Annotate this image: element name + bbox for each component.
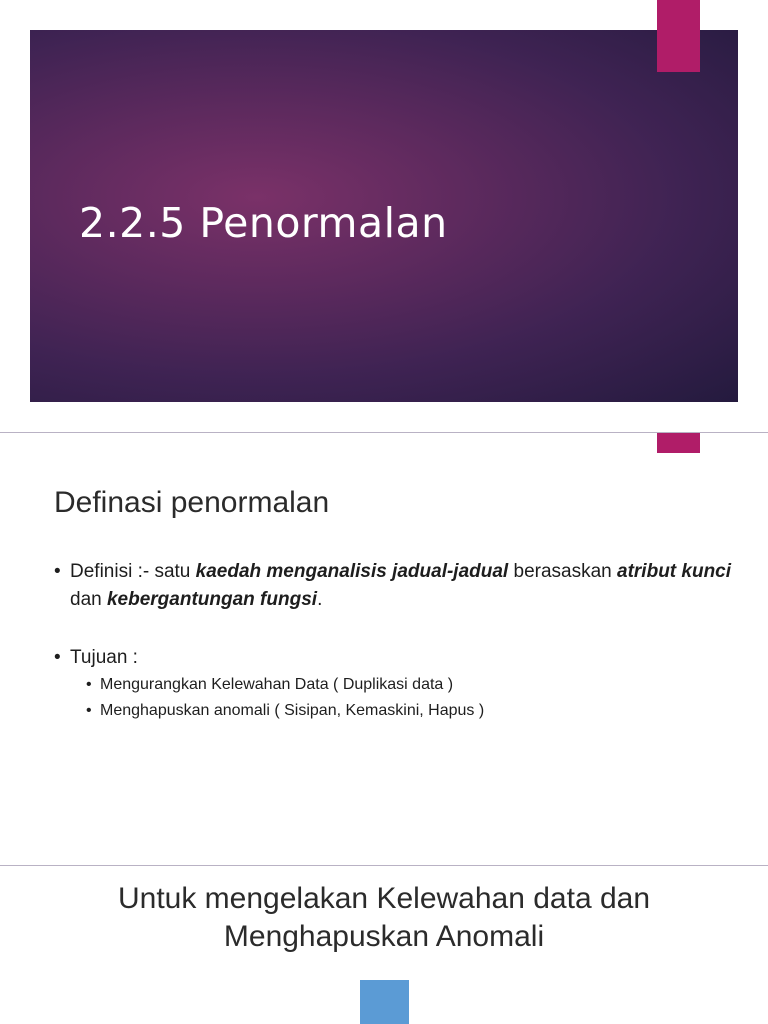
slide-definition bbox=[0, 433, 768, 865]
slide-heading: Definasi penormalan bbox=[54, 486, 330, 519]
definition-text-2: berasaskan bbox=[508, 561, 618, 582]
summary-title-line-2: Menghapuskan Anomali bbox=[223, 920, 545, 953]
bullet-list bbox=[54, 558, 754, 724]
definition-term-key: atribut kunci bbox=[617, 561, 732, 582]
magenta-accent-tab bbox=[657, 433, 700, 453]
definition-text-4: . bbox=[317, 589, 323, 610]
purpose-subitem: • Mengurangkan Kelewahan Data ( Duplikasi data ) bbox=[86, 672, 754, 698]
bullet-spacer bbox=[54, 614, 754, 644]
slide-title bbox=[0, 0, 768, 432]
purpose-bullet: • Tujuan : bbox=[54, 644, 754, 672]
definition-term-dependency: kebergantungan fungsi bbox=[106, 589, 318, 610]
definition-term-method: kaedah menganalisis jadual-jadual bbox=[195, 561, 509, 582]
summary-title bbox=[0, 880, 768, 956]
summary-title-line-1: Untuk mengelakan Kelewahan data dan bbox=[117, 882, 651, 915]
slide-summary bbox=[0, 866, 768, 1024]
blue-accent-square bbox=[360, 980, 409, 1024]
definition-text-1: Definisi :- satu bbox=[70, 561, 196, 582]
definition-bullet bbox=[54, 558, 754, 614]
definition-text-3: dan bbox=[70, 589, 107, 610]
magenta-accent-bar bbox=[657, 0, 700, 72]
slide-title-text: 2.2.5 Penormalan bbox=[79, 199, 448, 247]
purpose-subitem: • Menghapuskan anomali ( Sisipan, Kemaskini, Hapus ) bbox=[86, 698, 754, 724]
